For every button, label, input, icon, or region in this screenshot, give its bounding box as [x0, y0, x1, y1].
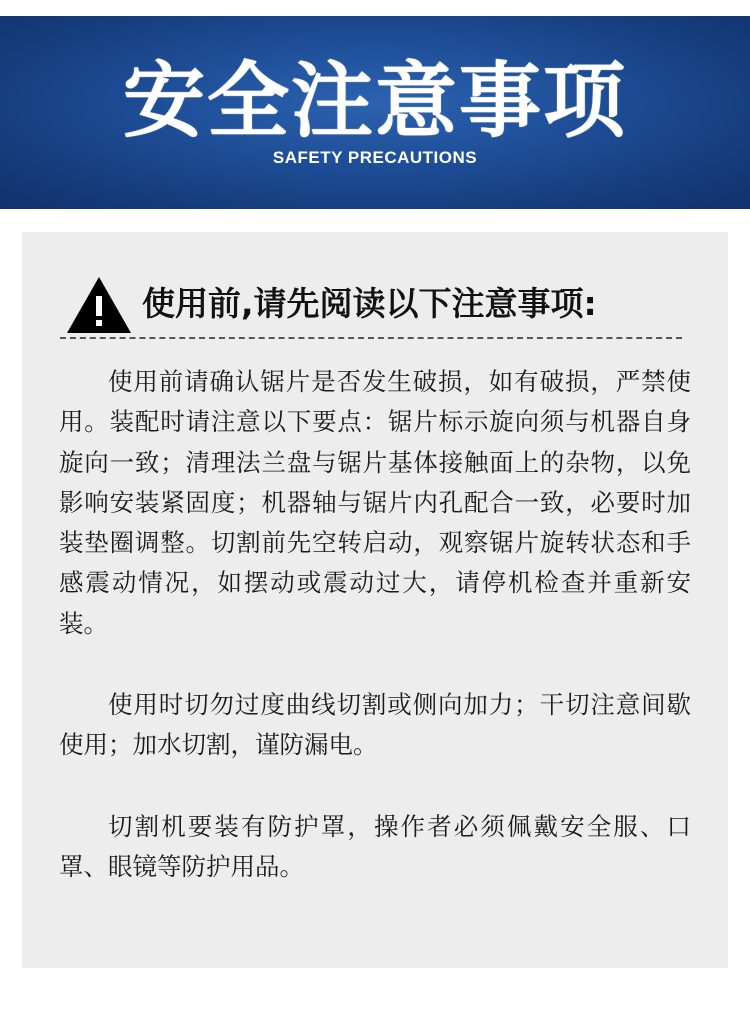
divider — [60, 337, 682, 339]
header-banner — [0, 16, 750, 209]
page-title: 安全注意事项 — [122, 54, 627, 149]
warning-heading — [66, 276, 706, 336]
warning-triangle-icon — [66, 276, 132, 334]
paragraph-protection: 切割机要装有防护罩，操作者必须佩戴安全服、口罩、眼镜等防护用品。 — [59, 811, 691, 881]
paragraph-installation: 使用前请确认锯片是否发生破损，如有破损，严禁使用。装配时请注意以下要点：锯片标示旋向须与机器自身旋向一致；清理法兰盘与锯片基体接触面上的杂物，以免影响安装紧固度；机器轴与锯片内孔配合一致，必要时加装垫圈调整。切割前先空转启动，观察锯片旋转状态和手感震动情况，如摆动或震动过大，请停机检查并重新安装。 — [59, 367, 691, 638]
precautions-body — [59, 362, 691, 887]
paragraph-usage: 使用时切勿过度曲线切割或侧向加力；干切注意间歇使用；加水切割，谨防漏电。 — [59, 690, 691, 760]
warning-title: 使用前,请先阅读以下注意事项: — [142, 284, 597, 323]
page-subtitle: SAFETY PRECAUTIONS — [272, 148, 478, 167]
content-panel — [22, 232, 728, 968]
